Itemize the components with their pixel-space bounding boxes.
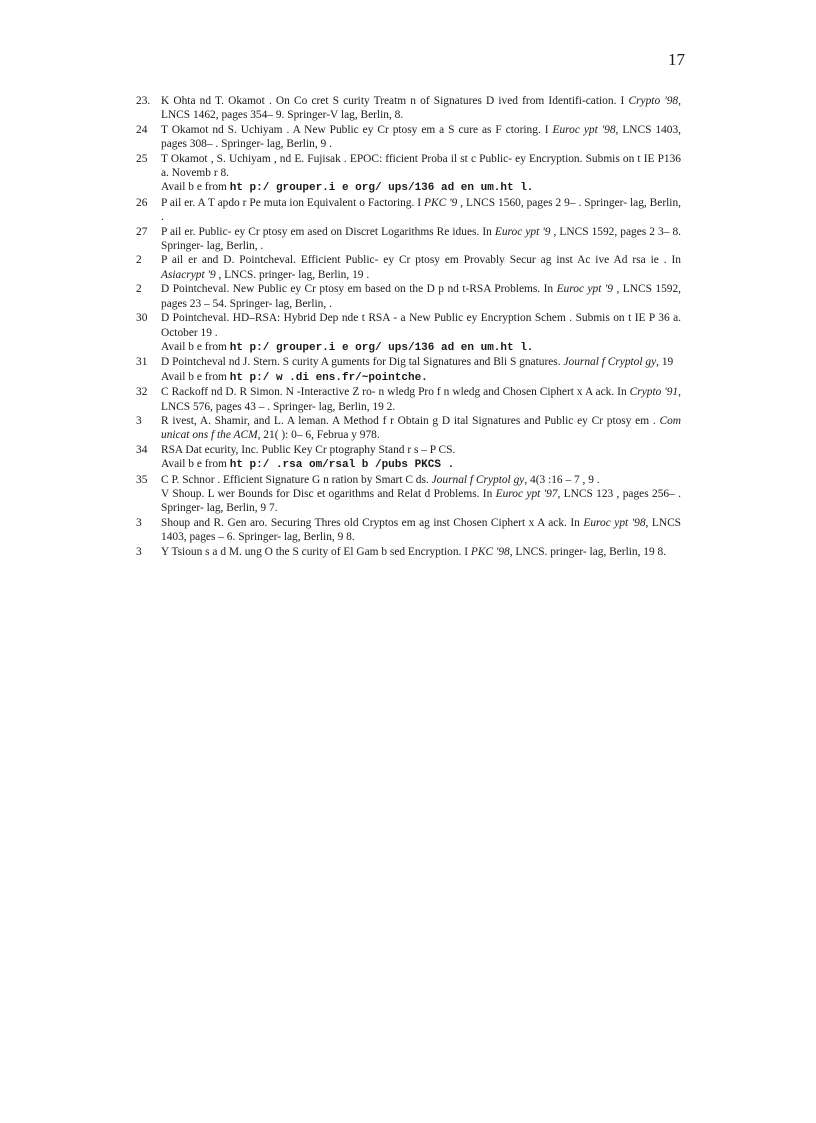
reference-item: [136, 414, 681, 443]
reference-availability: [161, 370, 681, 385]
reference-segment: , LNCS. pringer- lag, Berlin, 19 .: [215, 268, 370, 281]
reference-segment: , 19: [656, 356, 674, 369]
availability-label: Avail b e from: [161, 370, 230, 383]
reference-item: [136, 225, 681, 254]
reference-venue: Com unicat ons f the ACM: [161, 414, 681, 442]
reference-item: [136, 473, 681, 487]
reference-segment: , LNCS 1403, pages 308– . Springer- lag, Berlin, 9 .: [161, 123, 682, 151]
reference-venue: Euroc ypt '98: [552, 123, 616, 136]
reference-segment: T Okamot nd S. Uchiyam . A New Public ey Cr ptosy em a S cure as F ctoring. I: [161, 123, 553, 136]
reference-number: 3: [136, 516, 142, 529]
reference-number: 32: [136, 386, 148, 399]
reference-text: [161, 225, 681, 254]
reference-text: [161, 152, 681, 181]
reference-segment: V Shoup. L wer Bounds for Disc et ogarithms and Relat d Problems. In: [161, 487, 496, 500]
reference-segment: , LNCS 1560, pages 2 9– . Springer- lag, Berlin, .: [161, 196, 681, 224]
reference-availability: [161, 457, 681, 472]
reference-text: [161, 311, 681, 340]
reference-segment: RSA Dat ecurity, Inc. Public Key Cr ptography Stand r s – P CS.: [161, 443, 456, 456]
reference-item: [136, 487, 681, 516]
reference-item: [136, 516, 681, 545]
reference-number: 31: [136, 356, 148, 369]
availability-label: Avail b e from: [161, 458, 230, 471]
reference-segment: Shoup and R. Gen aro. Securing Thres old Cryptos em ag inst Chosen Ciphert x A ack. In: [161, 516, 584, 529]
reference-list: [136, 94, 681, 559]
reference-segment: D Pointcheval nd J. Stern. S curity A guments for Dig tal Signatures and Bli S gnatures.: [161, 356, 564, 369]
reference-text: [161, 443, 681, 457]
reference-item: [136, 253, 681, 282]
reference-segment: D Pointcheval. HD–RSA: Hybrid Dep nde t RSA - a New Public ey Encryption Schem . Submis on t IE P 36 a. October 19 .: [161, 312, 681, 339]
reference-segment: D Pointcheval. New Public ey Cr ptosy em based on the D p nd t-RSA Problems. In: [161, 283, 557, 296]
reference-text: [161, 487, 681, 516]
reference-text: [161, 385, 681, 414]
reference-number: 24: [136, 123, 148, 136]
reference-segment: , 21( ): 0– 6, Februa y 978.: [257, 429, 380, 442]
reference-text: [161, 355, 681, 369]
reference-item: [136, 311, 681, 355]
reference-venue: Crypto '98: [628, 95, 679, 107]
reference-number: 25: [136, 152, 148, 165]
reference-segment: P ail er and D. Pointcheval. Efficient Public- ey Cr ptosy em Provably Secur ag inst Ac ive Ad rsa ie . In: [161, 254, 681, 267]
reference-number: 2: [136, 254, 142, 267]
reference-item: [136, 94, 681, 123]
reference-item: [136, 545, 681, 559]
reference-number: 26: [136, 196, 148, 209]
reference-item: [136, 282, 681, 311]
reference-url[interactable]: ht p:/ w .di ens.fr/~pointche.: [229, 371, 428, 384]
reference-text: [161, 282, 681, 311]
reference-segment: C Rackoff nd D. R Simon. N -Interactive Z ro- n wledg Pro f n wledg and Chosen Ciphert x A ack. In: [161, 386, 630, 399]
reference-item: [136, 355, 681, 385]
reference-item: [136, 152, 681, 196]
reference-text: [161, 545, 681, 559]
reference-venue: Crypto '91: [629, 386, 679, 399]
reference-venue: Journal f Cryptol gy: [431, 473, 525, 486]
reference-number: 3: [136, 414, 142, 427]
availability-label: Avail b e from: [161, 181, 230, 194]
reference-segment: P ail er. A T apdo r Pe muta ion Equivalent o Factoring. I: [161, 196, 425, 209]
reference-segment: Y Tsioun s a d M. ung O the S curity of El Gam b sed Encryption. I: [161, 545, 471, 558]
reference-venue: PKC '9: [424, 196, 458, 209]
reference-venue: Journal f Cryptol gy: [563, 356, 657, 369]
reference-availability: [161, 340, 681, 355]
reference-item: [136, 196, 681, 225]
reference-text: [161, 94, 681, 123]
reference-text: [161, 516, 681, 545]
reference-segment: , 4(3 :16 – 7 , 9 .: [524, 473, 600, 486]
reference-text: [161, 473, 681, 487]
reference-number: 34: [136, 443, 148, 456]
reference-number: 2: [136, 283, 142, 296]
reference-segment: C P. Schnor . Efficient Signature G n ration by Smart C ds.: [161, 473, 432, 486]
reference-venue: Euroc ypt '97: [495, 487, 558, 500]
reference-url[interactable]: ht p:/ .rsa om/rsal b /pubs PKCS .: [229, 459, 455, 472]
reference-text: [161, 414, 681, 443]
reference-text: [161, 253, 681, 282]
reference-venue: Euroc ypt '9: [556, 283, 613, 296]
reference-segment: P ail er. Public- ey Cr ptosy em ased on Discret Logarithms Re idues. In: [161, 225, 495, 238]
reference-availability: [161, 180, 681, 195]
reference-segment: , LNCS 1592, pages 23 – 54. Springer- lag, Berlin, .: [161, 283, 681, 310]
reference-segment: , LNCS 1403, pages – 6. Springer- lag, Berlin, 9 8.: [161, 516, 682, 544]
reference-segment: , LNCS 1462, pages 354– 9. Springer-V lag, Berlin, 8.: [161, 95, 681, 122]
reference-venue: Asiacrypt '9: [161, 268, 216, 281]
reference-segment: , LNCS 1592, pages 2 3– 8. Springer- lag, Berlin, .: [161, 225, 681, 253]
reference-text: [161, 123, 681, 152]
reference-segment: T Okamot , S. Uchiyam , nd E. Fujisak . EPOC: fficient Proba il st c Public- ey Encryption. Submis on t IE P136 a. Novemb r 8.: [161, 152, 681, 180]
reference-number: 30: [136, 312, 148, 325]
reference-url[interactable]: ht p:/ grouper.i e org/ ups/136 ad en um.ht l.: [229, 341, 534, 354]
reference-item: [136, 443, 681, 473]
reference-venue: PKC '98: [470, 545, 510, 558]
reference-venue: Euroc ypt '98: [583, 516, 646, 529]
reference-item: [136, 123, 681, 152]
reference-url[interactable]: ht p:/ grouper.i e org/ ups/136 ad en um.ht l.: [229, 182, 534, 195]
availability-label: Avail b e from: [161, 340, 230, 353]
page-number: 17: [668, 50, 685, 69]
reference-text: [161, 196, 681, 225]
reference-segment: , LNCS 576, pages 43 – . Springer- lag, Berlin, 19 2.: [161, 386, 681, 413]
reference-number: 3: [136, 545, 142, 558]
reference-venue: Euroc ypt '9: [494, 225, 551, 238]
reference-number: 27: [136, 225, 148, 238]
reference-item: [136, 385, 681, 414]
reference-number: 35: [136, 473, 148, 486]
reference-segment: , LNCS 123 , pages 256– . Springer- lag, Berlin, 9 7.: [161, 487, 681, 515]
reference-segment: K Ohta nd T. Okamot . On Co cret S curity Treatm n of Signatures D ived from Identifi-cation. I: [161, 95, 629, 107]
reference-segment: , LNCS. pringer- lag, Berlin, 19 8.: [509, 545, 667, 558]
reference-segment: R ivest, A. Shamir, and L. A leman. A Method f r Obtain g D ital Signatures and Public ey Cr ptosy em .: [161, 414, 660, 427]
reference-number: 23.: [136, 95, 151, 107]
